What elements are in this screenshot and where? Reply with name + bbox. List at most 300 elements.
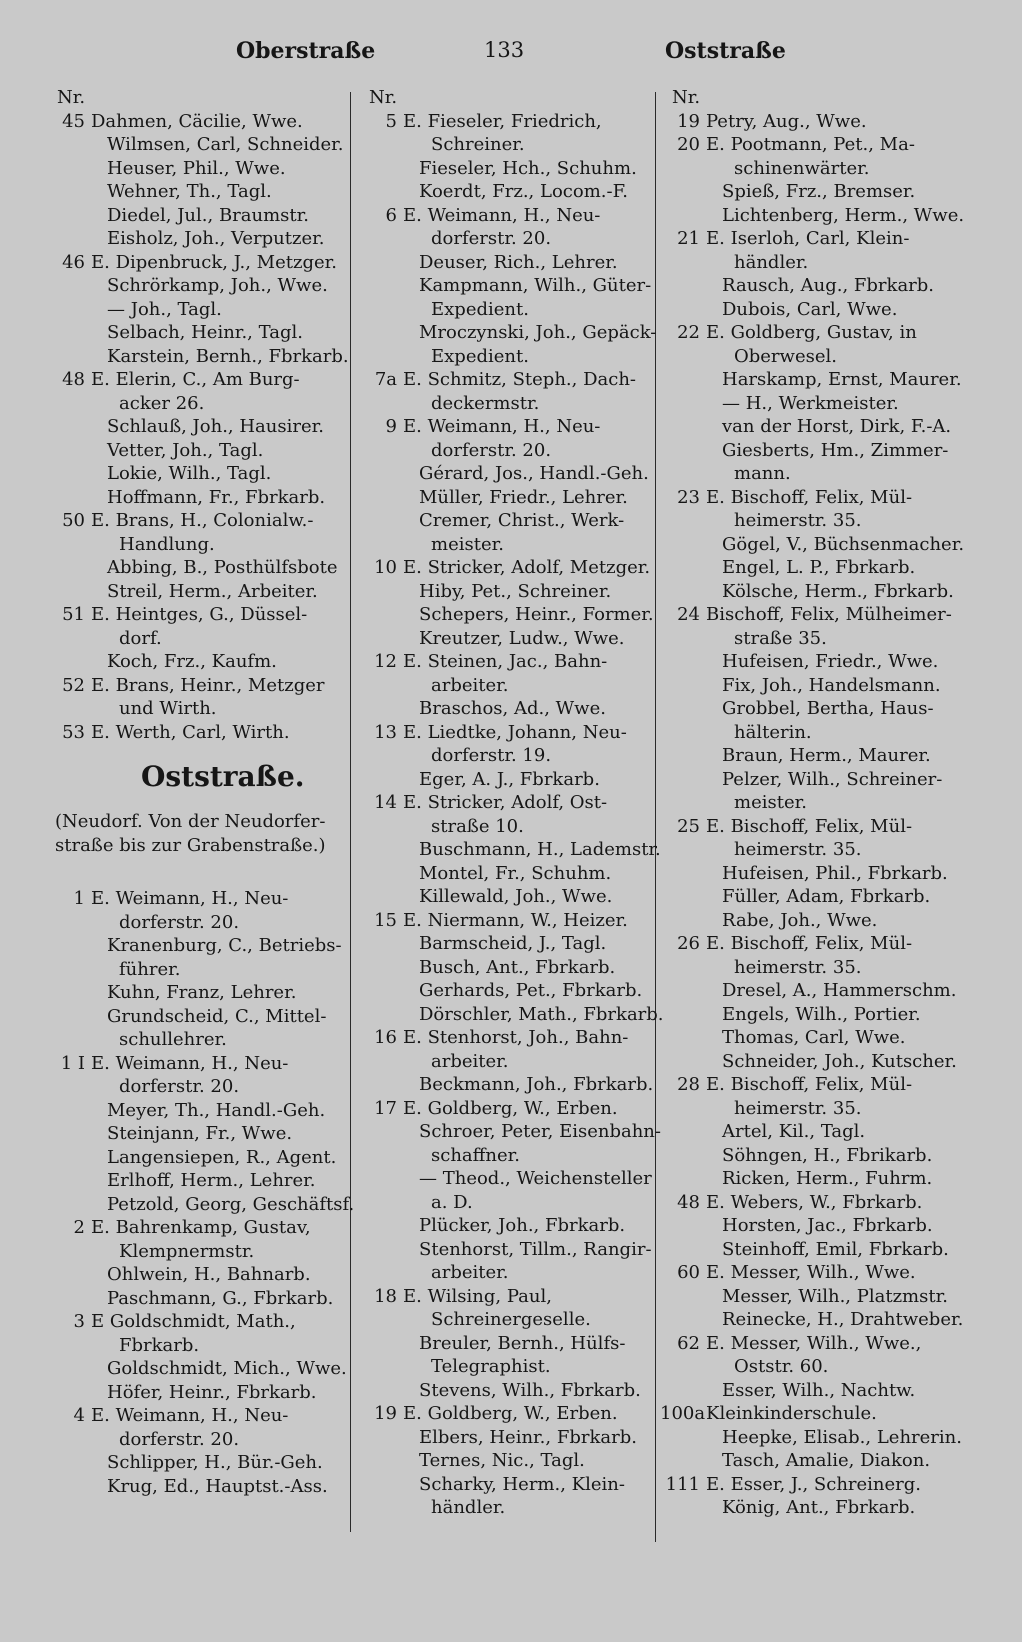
entry-text: meister. (431, 533, 504, 555)
house-number: 28 (677, 1074, 700, 1095)
directory-line (357, 1449, 653, 1473)
house-number: 15 (374, 909, 397, 931)
directory-line (45, 1263, 345, 1287)
directory-line (45, 251, 345, 275)
directory-line (45, 1404, 345, 1428)
entry-text: Thomas, Carl, Wwe. (722, 1027, 906, 1048)
directory-line (660, 1073, 952, 1097)
entry-text: E. Bahrenkamp, Gustav, (91, 1217, 311, 1238)
directory-line (357, 251, 653, 275)
directory-line (357, 462, 653, 486)
entry-text: heimerstr. 35. (734, 510, 862, 531)
directory-line (357, 838, 661, 862)
entry-text: Kuhn, Franz, Lehrer. (107, 982, 297, 1003)
directory-line (45, 697, 345, 721)
entry-text: Esser, Wilh., Nachtw. (722, 1379, 916, 1401)
entry-text: Petry, Aug., Wwe. (706, 110, 867, 132)
entry-text: Beckmann, Joh., Fbrkarb. (419, 1074, 654, 1095)
directory-line (660, 415, 952, 439)
directory-line (357, 298, 653, 322)
directory-line (357, 509, 653, 533)
house-number: 25 (677, 815, 700, 837)
entry-text: E. Elerin, C., Am Burg- (91, 369, 300, 390)
directory-line (357, 627, 653, 651)
house-number: 24 (677, 604, 700, 625)
directory-line (357, 321, 657, 345)
directory-line (45, 1428, 345, 1452)
house-number: 2 (73, 1217, 85, 1238)
directory-line (357, 650, 653, 674)
entry-text: Karstein, Bernh., Fbrkarb. (107, 345, 349, 367)
directory-line (45, 204, 345, 228)
house-number: 6 (385, 204, 397, 226)
directory-line (660, 650, 952, 674)
directory-line (45, 958, 345, 982)
directory-line (660, 227, 952, 251)
entry-text: meister. (734, 792, 807, 813)
directory-line (357, 110, 653, 134)
entry-text: Höfer, Heinr., Fbrkarb. (107, 1381, 317, 1403)
directory-line (357, 1473, 653, 1497)
entry-text: Dubois, Carl, Wwe. (722, 298, 898, 320)
entry-text: E. Brans, H., Colonialw.- (91, 510, 314, 531)
entry-text: E. Pootmann, Pet., Ma- (706, 134, 915, 155)
directory-line (357, 486, 653, 510)
entry-text: Schlipper, H., Bür.-Geh. (107, 1452, 323, 1473)
house-number: 62 (677, 1332, 700, 1354)
house-number: 45 (62, 110, 85, 132)
house-number: 7a (374, 369, 397, 390)
directory-line (357, 415, 653, 439)
entry-text: E. Goldberg, W., Erben. (403, 1097, 618, 1119)
directory-line (45, 157, 345, 181)
directory-line (357, 1097, 653, 1121)
directory-line (357, 86, 653, 110)
entry-text: Schreinergeselle. (431, 1309, 591, 1330)
directory-line (357, 1261, 653, 1285)
directory-line (357, 1379, 653, 1403)
directory-line (660, 1379, 952, 1403)
entry-text: Kleinkinderschule. (706, 1403, 877, 1424)
directory-line (45, 533, 345, 557)
directory-line (357, 1355, 653, 1379)
entry-text: Ohlwein, H., Bahnarb. (107, 1264, 311, 1285)
directory-line (660, 979, 957, 1003)
entry-text: Schlauß, Joh., Hausirer. (107, 416, 324, 437)
entry-text: Heepke, Elisab., Lehrerin. (722, 1426, 962, 1448)
entry-text: Vetter, Joh., Tagl. (107, 439, 264, 461)
entry-text: — Joh., Tagl. (107, 298, 222, 320)
directory-line (357, 368, 653, 392)
house-number: 12 (374, 651, 397, 672)
house-number: 4 (73, 1405, 85, 1426)
directory-line (357, 204, 653, 228)
entry-text: Erlhoff, Herm., Lehrer. (107, 1170, 316, 1191)
directory-line (660, 674, 952, 698)
directory-line (45, 321, 345, 345)
directory-line (45, 887, 345, 911)
entry-text: Koch, Frz., Kaufm. (107, 651, 277, 672)
entry-text: Hoffmann, Fr., Fbrkarb. (107, 486, 326, 508)
directory-line (45, 1381, 345, 1405)
directory-line (45, 1310, 345, 1334)
directory-line (660, 251, 952, 275)
entry-text: E. Werth, Carl, Wirth. (91, 721, 290, 743)
directory-line (357, 744, 653, 768)
entry-text: Handlung. (119, 533, 215, 555)
entry-text: Goldschmidt, Mich., Wwe. (107, 1358, 347, 1379)
entry-text: straße bis zur Grabenstraße.) (55, 834, 326, 856)
directory-line (357, 932, 653, 956)
directory-line (357, 580, 653, 604)
directory-line (45, 1334, 345, 1358)
directory-line (357, 1238, 653, 1262)
directory-line (660, 815, 952, 839)
entry-text: Oststraße. (141, 760, 305, 793)
directory-line (45, 345, 349, 369)
directory-line (45, 1193, 355, 1217)
entry-text: Killewald, Joh., Wwe. (419, 886, 613, 907)
entry-text: Telegraphist. (431, 1356, 551, 1377)
entry-text: Braschos, Ad., Wwe. (419, 698, 606, 719)
house-number: 17 (374, 1097, 397, 1119)
house-number: 48 (677, 1191, 700, 1213)
house-number: 9 (385, 416, 397, 437)
entry-text: a. D. (431, 1191, 473, 1213)
directory-line (357, 392, 653, 416)
directory-line (45, 1052, 345, 1076)
directory-line (660, 627, 952, 651)
entry-text: Diedel, Jul., Braumstr. (107, 204, 309, 226)
entry-text: Reinecke, H., Drahtweber. (722, 1309, 964, 1330)
directory-line (357, 909, 653, 933)
directory-line (45, 110, 345, 134)
directory-line (45, 1357, 345, 1381)
entry-text: Barmscheid, J., Tagl. (419, 933, 607, 954)
directory-line (660, 909, 952, 933)
entry-text: Deuser, Rich., Lehrer. (419, 251, 618, 273)
entry-text: E. Weimann, H., Neu- (91, 1052, 289, 1074)
entry-text: dorferstr. 20. (119, 1428, 240, 1450)
entry-text: Tasch, Amalie, Diakon. (722, 1450, 931, 1471)
entry-text: Artel, Kil., Tagl. (722, 1121, 866, 1142)
directory-line (45, 274, 345, 298)
directory-line (660, 439, 952, 463)
entry-text: E. Stricker, Adolf, Metzger. (403, 557, 651, 578)
directory-line (357, 885, 653, 909)
directory-line (660, 157, 952, 181)
directory-line (660, 204, 965, 228)
entry-text: E. Messer, Wilh., Wwe. (706, 1262, 916, 1283)
directory-line (660, 368, 962, 392)
entry-text: Cremer, Christ., Werk- (419, 510, 625, 531)
directory-line (45, 1216, 345, 1240)
entry-text: Gögel, V., Büchsenmacher. (722, 533, 965, 555)
directory-line (45, 509, 345, 533)
entry-text: E. Bischoff, Felix, Mül- (706, 1074, 913, 1095)
entry-text: Meyer, Th., Handl.-Geh. (107, 1099, 326, 1121)
directory-line (357, 862, 653, 886)
house-number: 14 (374, 792, 397, 813)
entry-text: Bischoff, Felix, Mülheimer- (706, 604, 952, 625)
directory-line (45, 1451, 345, 1475)
directory-line (357, 556, 653, 580)
entry-text: arbeiter. (431, 1262, 509, 1283)
entry-text: Dörschler, Math., Fbrkarb. (419, 1003, 664, 1025)
directory-line (660, 838, 952, 862)
directory-line (357, 1050, 653, 1074)
directory-line (660, 392, 952, 416)
house-number: 46 (62, 251, 85, 273)
directory-line (45, 981, 345, 1005)
directory-line (660, 862, 952, 886)
entry-text: E. Messer, Wilh., Wwe., (706, 1332, 922, 1354)
entry-text: E. Dipenbruck, J., Metzger. (91, 251, 337, 273)
directory-line (660, 1402, 952, 1426)
house-number: 19 (677, 110, 700, 132)
entry-text: heimerstr. 35. (734, 956, 862, 978)
header-street-right: Oststraße (665, 38, 786, 64)
entry-text: Grobbel, Bertha, Haus- (722, 698, 934, 719)
entry-text: Heuser, Phil., Wwe. (107, 157, 286, 179)
directory-line (660, 932, 952, 956)
house-number: 10 (374, 557, 397, 578)
entry-text: E. Iserloh, Carl, Klein- (706, 228, 910, 249)
entry-text: Stenhorst, Tillm., Rangir- (419, 1238, 652, 1260)
entry-text: Hufeisen, Friedr., Wwe. (722, 651, 939, 672)
entry-text: Mroczynski, Joh., Gepäck- (419, 322, 657, 343)
directory-line (45, 1146, 345, 1170)
directory-line (660, 298, 952, 322)
entry-text: Giesberts, Hm., Zimmer- (722, 439, 949, 461)
entry-text: Eisholz, Joh., Verputzer. (107, 228, 325, 249)
directory-line (357, 815, 653, 839)
column-divider-right (655, 92, 656, 1542)
entry-text: Selbach, Heinr., Tagl. (107, 322, 303, 343)
entry-text: Oberwesel. (734, 345, 837, 367)
directory-line (45, 1028, 345, 1052)
entry-text: Wilmsen, Carl, Schneider. (107, 134, 344, 155)
entry-text: schinenwärter. (734, 157, 870, 179)
entry-text: Streil, Herm., Arbeiter. (107, 580, 318, 602)
entry-text: Paschmann, G., Fbrkarb. (107, 1287, 334, 1309)
directory-line (357, 1308, 653, 1332)
house-number: 1 (73, 888, 85, 909)
directory-line (45, 133, 345, 157)
directory-line (357, 1426, 653, 1450)
entry-text: dorferstr. 19. (431, 745, 552, 766)
directory-line (357, 1073, 653, 1097)
entry-text: dorf. (119, 627, 162, 649)
entry-text: Gerhards, Pet., Fbrkarb. (419, 980, 643, 1001)
entry-text: arbeiter. (431, 1050, 509, 1072)
directory-line (660, 509, 952, 533)
directory-line (660, 603, 952, 627)
entry-text: E. Webers, W., Fbrkarb. (706, 1191, 923, 1213)
directory-line (660, 462, 952, 486)
house-number: 48 (62, 369, 85, 390)
entry-text: Rausch, Aug., Fbrkarb. (722, 275, 935, 296)
entry-text: Steinhoff, Emil, Fbrkarb. (722, 1238, 949, 1260)
directory-line (357, 1167, 653, 1191)
street-note (45, 834, 345, 858)
directory-line (357, 1285, 653, 1309)
directory-line (45, 650, 345, 674)
directory-line (45, 1005, 345, 1029)
directory-line (660, 321, 952, 345)
directory-line (660, 556, 952, 580)
entry-text: Kreutzer, Ludw., Wwe. (419, 627, 625, 649)
directory-line (357, 345, 653, 369)
directory-line (357, 1214, 653, 1238)
entry-text: E. Heintges, G., Düssel- (91, 604, 308, 625)
entry-text: Klempnermstr. (119, 1240, 255, 1262)
directory-line (357, 439, 653, 463)
directory-line (357, 721, 653, 745)
house-number: 5 (385, 110, 397, 132)
house-number: 26 (677, 933, 700, 954)
entry-text: Kampmann, Wilh., Güter- (419, 275, 652, 296)
entry-text: Söhngen, H., Fbrikarb. (722, 1144, 933, 1166)
entry-text: dorferstr. 20. (119, 1076, 240, 1097)
directory-line (45, 911, 345, 935)
entry-text: Kölsche, Herm., Fbrkarb. (722, 580, 954, 602)
entry-text: dorferstr. 20. (119, 911, 240, 933)
directory-line (45, 439, 345, 463)
entry-text: Krug, Ed., Hauptst.-Ass. (107, 1475, 328, 1497)
column-right (660, 86, 965, 1520)
entry-text: Gérard, Jos., Handl.-Geh. (419, 463, 649, 484)
entry-text: Pelzer, Wilh., Schreiner- (722, 768, 943, 790)
directory-line (45, 180, 345, 204)
directory-line (660, 1026, 952, 1050)
house-number: 3 (73, 1311, 85, 1332)
directory-line (660, 133, 952, 157)
entry-text: Buschmann, H., Lademstr. (419, 839, 661, 860)
directory-line (45, 1287, 345, 1311)
entry-text: E. Niermann, W., Heizer. (403, 909, 628, 931)
directory-line (660, 1050, 957, 1074)
entry-text: König, Ant., Fbrkarb. (722, 1497, 916, 1518)
directory-line (357, 1402, 653, 1426)
directory-line (660, 1261, 952, 1285)
directory-line (45, 1240, 345, 1264)
entry-text: Abbing, B., Posthülfsbote (107, 557, 338, 578)
entry-text: dorferstr. 20. (431, 228, 552, 249)
entry-text: heimerstr. 35. (734, 1097, 862, 1119)
directory-line (45, 857, 345, 887)
directory-line (660, 1449, 952, 1473)
entry-text: E. Bischoff, Felix, Mül- (706, 933, 913, 954)
directory-line (357, 1191, 653, 1215)
entry-text: E Goldschmidt, Math., (91, 1311, 296, 1332)
entry-text: straße 35. (734, 627, 827, 649)
entry-text: Dresel, A., Hammerschm. (722, 980, 957, 1001)
entry-text: Messer, Wilh., Platzmstr. (722, 1285, 948, 1307)
entry-text: Wehner, Th., Tagl. (107, 181, 272, 202)
entry-text: Koerdt, Frz., Locom.-F. (419, 181, 628, 202)
entry-text: Fbrkarb. (119, 1334, 200, 1356)
directory-line (660, 697, 952, 721)
directory-line (45, 721, 345, 745)
directory-line (660, 486, 952, 510)
page-number: 133 (484, 38, 525, 62)
directory-line (660, 1003, 952, 1027)
street-note (45, 810, 345, 834)
house-number: 20 (677, 134, 700, 155)
directory-line (45, 415, 345, 439)
entry-text: schaffner. (431, 1144, 521, 1166)
entry-text: Hufeisen, Phil., Fbrkarb. (722, 862, 948, 884)
entry-text: Füller, Adam, Fbrkarb. (722, 886, 931, 907)
directory-line (357, 674, 653, 698)
entry-text: Dahmen, Cäcilie, Wwe. (91, 110, 303, 132)
directory-line (45, 580, 345, 604)
directory-line (45, 934, 345, 958)
directory-line (45, 1122, 345, 1146)
entry-text: E. Brans, Heinr., Metzger (91, 674, 325, 696)
header-street-left: Oberstraße (236, 38, 376, 64)
entry-text: dorferstr. 20. (431, 439, 552, 461)
entry-text: E. Weimann, H., Neu- (91, 1405, 289, 1426)
directory-line (660, 274, 952, 298)
directory-line (660, 956, 952, 980)
entry-text: E. Liedtke, Johann, Neu- (403, 721, 627, 743)
directory-line (357, 1496, 653, 1520)
directory-line (45, 1169, 345, 1193)
directory-line (660, 1473, 952, 1497)
entry-text: Expedient. (431, 345, 529, 367)
directory-line (357, 274, 653, 298)
directory-line (660, 533, 965, 557)
entry-text: Plücker, Joh., Fbrkarb. (419, 1215, 626, 1236)
directory-line (660, 1238, 952, 1262)
entry-text: arbeiter. (431, 674, 509, 696)
directory-line (660, 180, 952, 204)
entry-text: Grundscheid, C., Mittel- (107, 1005, 327, 1027)
directory-line (357, 791, 653, 815)
house-number: 13 (374, 721, 397, 743)
entry-text: händler. (431, 1497, 506, 1518)
directory-line (660, 791, 952, 815)
entry-text: Scharky, Herm., Klein- (419, 1473, 625, 1495)
directory-line (660, 744, 952, 768)
entry-text: E. Schmitz, Steph., Dach- (403, 369, 636, 390)
house-number: 21 (677, 228, 700, 249)
directory-line (660, 1355, 952, 1379)
directory-line (660, 345, 952, 369)
house-number: 51 (62, 604, 85, 625)
directory-line (357, 533, 653, 557)
entry-text: Stevens, Wilh., Fbrkarb. (419, 1379, 641, 1401)
street-title (45, 744, 345, 810)
directory-line (357, 1332, 653, 1356)
entry-text: Hiby, Pet., Schreiner. (419, 580, 612, 602)
directory-line (357, 1144, 653, 1168)
entry-text: E. Goldberg, W., Erben. (403, 1403, 618, 1424)
entry-text: E. Weimann, H., Neu- (403, 204, 601, 226)
entry-text: E. Stenhorst, Joh., Bahn- (403, 1027, 629, 1048)
entry-text: Rabe, Joh., Wwe. (722, 909, 878, 931)
entry-text: Engel, L. P., Fbrkarb. (722, 557, 916, 578)
directory-line (45, 1075, 345, 1099)
directory-line (660, 1144, 952, 1168)
entry-text: (Neudorf. Von der Neudorfer- (55, 811, 326, 832)
entry-text: deckermstr. (431, 392, 540, 414)
house-number: 19 (374, 1403, 397, 1424)
entry-text: Fix, Joh., Handelsmann. (722, 674, 941, 696)
entry-text: schullehrer. (119, 1029, 227, 1050)
